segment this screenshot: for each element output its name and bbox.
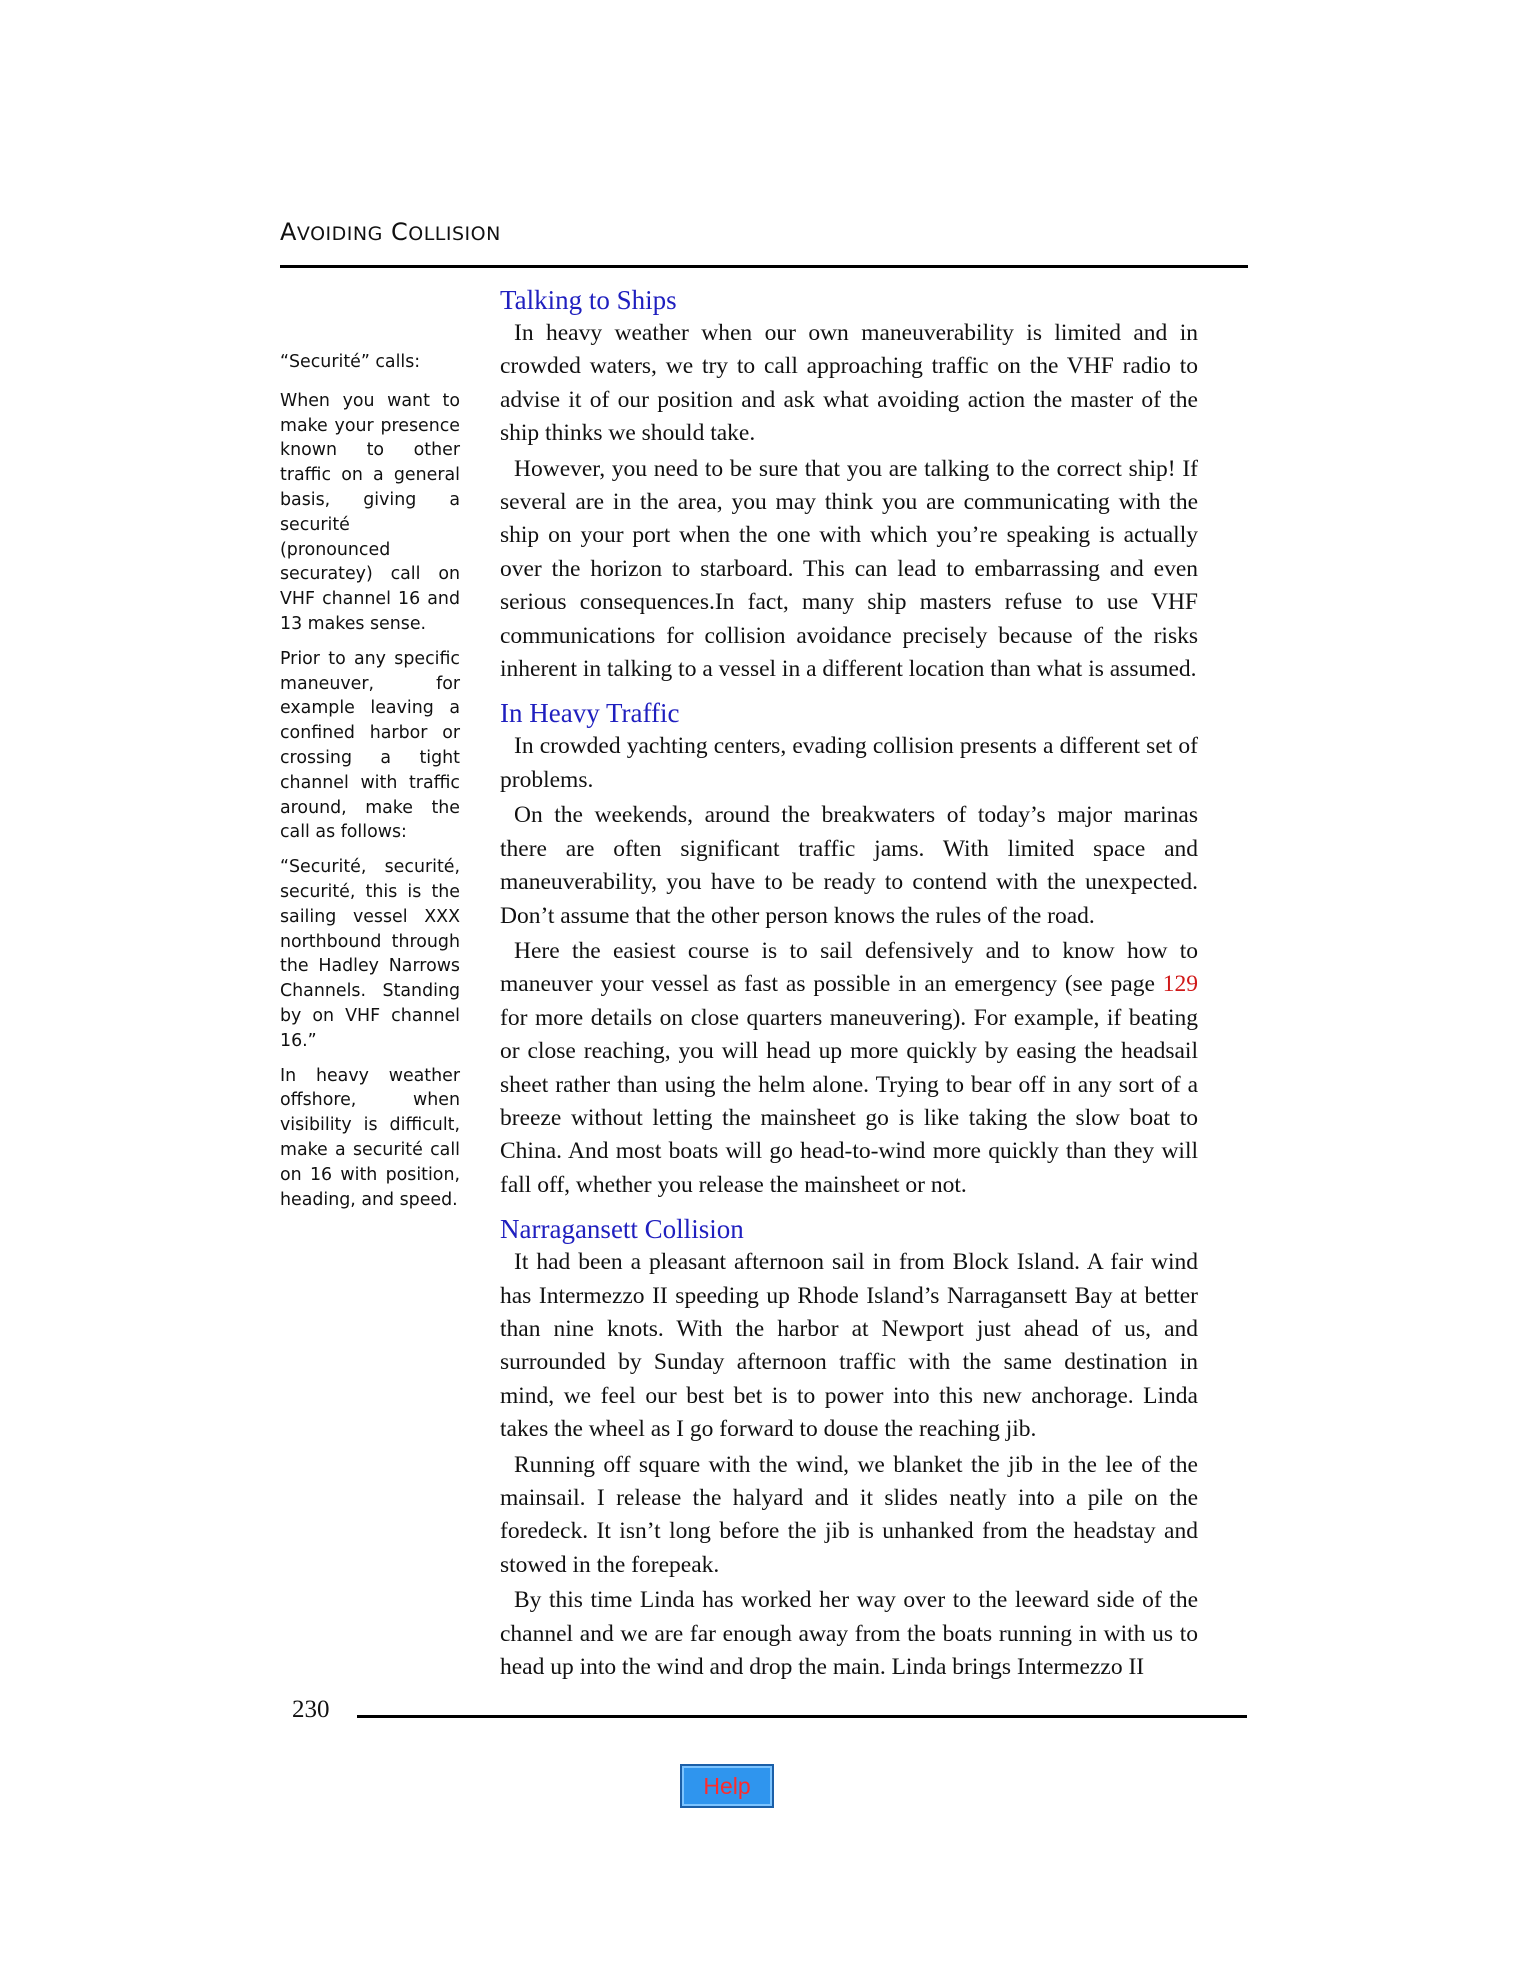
- header-rule: [280, 265, 1248, 268]
- sidebar-paragraph: Prior to any specific maneuver, for example leaving a confined harbor or crossing a tight channel with traffic around, make the call as follows:: [280, 648, 460, 843]
- page-number: 230: [292, 1696, 330, 1723]
- section-narragansett-collision: [500, 1212, 1198, 1684]
- main-text: [500, 283, 1198, 1694]
- body-paragraph: By this time Linda has worked her way over to the leeward side of the channel and we are far enough away from the boats running in with us to head up into the wind and drop the main. Linda brings Intermezzo II: [500, 1587, 1198, 1681]
- body-paragraph: However, you need to be sure that you are talking to the correct ship! If several are in the area, you may think you are communicating with the ship on your port when the one with which you’re speaking is actually over the horizon to starboard. This can lead to embarrassing and even serious consequences.In fact, many ship masters refuse to use VHF communications for collision avoidance precisely because of the risks inherent in talking to a vessel in a different location than what is assumed.: [500, 455, 1198, 683]
- footer-rule: [357, 1715, 1247, 1718]
- help-button[interactable]: Help: [680, 1764, 774, 1808]
- running-head: AVOIDING COLLISION: [280, 218, 501, 246]
- body-paragraph: It had been a pleasant afternoon sail in from Block Island. A fair wind has Intermezzo II speeding up Rhode Island’s Narragansett Bay at better than nine knots. With the harbor at Newport just ahead of us, and surrounded by Sunday afternoon traffic with the same destination in mind, we feel our best bet is to power into this new anchorage. Linda takes the wheel as I go forward to douse the reaching jib.: [500, 1249, 1198, 1443]
- sidebar-title: “Securité” calls:: [280, 352, 421, 372]
- body-paragraph: In crowded yachting centers, evading collision presents a different set of problems.: [500, 733, 1198, 793]
- body-paragraph: Running off square with the wind, we blanket the jib in the lee of the mainsail. I release the halyard and it slides neatly into a pile on the foredeck. It isn’t long before the jib is unhanked from the headstay and stowed in the forepeak.: [500, 1451, 1198, 1578]
- body-paragraph: In heavy weather when our own maneuverability is limited and in crowded waters, we try to call approaching traffic on the VHF radio to advise it of our position and ask what avoiding action the master of the ship thinks we should take.: [500, 320, 1198, 447]
- sidebar-paragraph: “Securité, securité, securité, this is the sailing vessel XXX northbound through the Hadley Narrows Channels. Standing by on VHF channel 16.”: [280, 857, 460, 1051]
- body-paragraph: Here the easiest course is to sail defensively and to know how to maneuver your vessel as fast as possible in an emergency (see page 129 for more details on close quarters maneuvering). For example, if beating or close reaching, you will head up more quickly by easing the headsail sheet rather than using the helm alone. Trying to bear off in any sort of a breeze without letting the mainsheet go is like taking the slow boat to China. And most boats will go head-to-wind more quickly than they will fall off, whether you release the mainsheet or not.: [500, 937, 1198, 1198]
- page-link[interactable]: 129: [1162, 971, 1198, 998]
- sidebar-paragraph: When you want to make your presence known to other traffic on a general basis, giving a securité (pronounced securatey) call on VHF channel 16 and 13 makes sense.: [280, 390, 460, 634]
- section-talking-to-ships: [500, 283, 1198, 686]
- section-in-heavy-traffic: [500, 696, 1198, 1202]
- section-heading: In Heavy Traffic: [500, 698, 680, 729]
- section-heading: Talking to Ships: [500, 285, 677, 315]
- sidebar-note: [280, 350, 460, 1222]
- section-heading: Narragansett Collision: [500, 1214, 744, 1245]
- body-paragraph: On the weekends, around the breakwaters of today’s major marinas there are often significant traffic jams. With limited space and maneuverability, you have to be ready to contend with the unexpected. Don’t assume that the other person knows the rules of the road.: [500, 802, 1198, 929]
- sidebar-paragraph: In heavy weather offshore, when visibility is difficult, make a securité call on 16 with position, heading, and speed.: [280, 1065, 460, 1210]
